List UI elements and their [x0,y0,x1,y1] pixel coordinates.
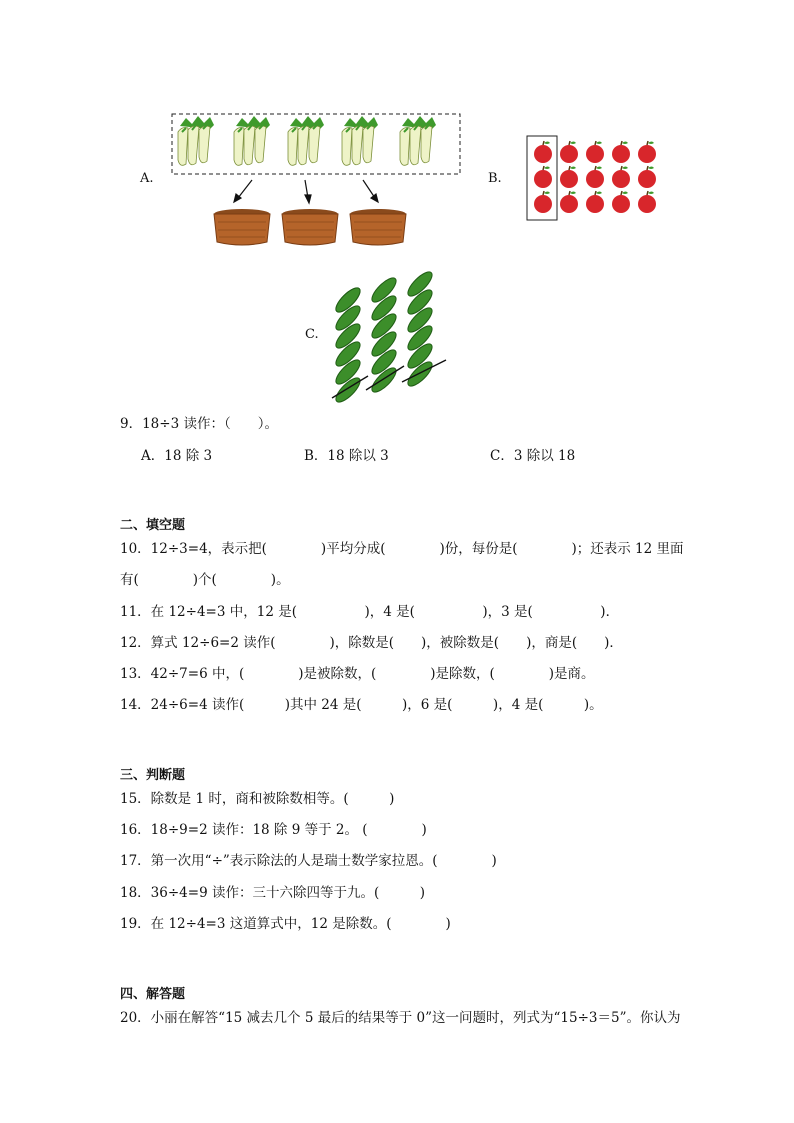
question-9-option-c: C．3 除以 18 [490,448,576,464]
radish-bunch-icon [234,116,270,165]
radish-bunch-icon [288,116,324,165]
apple-icon [586,191,604,213]
question-9-stem: 9．18÷3 读作：（ ）。 [120,416,278,432]
question-14: 14．24÷6=4 读作( )其中 24 是( )，6 是( )，4 是( )。 [120,697,603,713]
radish-bunch-icon [400,116,436,165]
figure-a-label: A. [140,171,154,186]
figure-b-apples-illustration [526,135,666,225]
figure-b-label: B. [488,171,502,186]
figure-c-cucumbers-illustration [328,272,450,404]
question-19: 19．在 12÷4=3 这道算式中，12 是除数。( ) [120,916,451,932]
question-9-option-b: B．18 除以 3 [304,448,389,464]
radish-bunch-icon [178,116,214,165]
apple-icon [638,191,656,213]
apple-icon [534,141,552,163]
apple-icon [534,166,552,188]
question-13: 13．42÷7=6 中，( )是被除数，( )是除数，( )是商。 [120,666,595,682]
apple-icon [612,191,630,213]
apple-icon [612,166,630,188]
basket-icon [350,209,406,245]
basket-icon [282,209,338,245]
radish-bunch-icon [342,116,378,165]
apple-icon [638,141,656,163]
question-10-line-2: 有( )个( )。 [120,572,290,588]
apple-icon [560,141,578,163]
question-16: 16．18÷9=2 读作：18 除 9 等于 2。 ( ) [120,822,427,838]
question-10-line-1: 10．12÷3=4，表示把( )平均分成( )份，每份是( )；还表示 12 里面 [120,541,684,557]
question-15: 15．除数是 1 时，商和被除数相等。( ) [120,791,395,807]
apple-icon [560,166,578,188]
question-12: 12．算式 12÷6=2 读作( )，除数是( )，被除数是( )，商是( )． [120,635,623,651]
apple-icon [534,191,552,213]
figure-a-radish-basket-illustration [170,110,465,255]
apple-icon [586,166,604,188]
question-18: 18．36÷4=9 读作：三十六除四等于九。( ) [120,885,425,901]
basket-icon [214,209,270,245]
apple-icon [638,166,656,188]
section-4-title: 四、解答题 [120,987,186,1002]
question-17: 17．第一次用“÷”表示除法的人是瑞士数学家拉恩。( ) [120,853,497,869]
question-20-line-1: 20．小丽在解答“15 减去几个 5 最后的结果等于 0”这一问题时，列式为“15÷3＝5”。你认为 [120,1010,681,1026]
section-2-title: 二、填空题 [120,518,186,533]
figure-c-label: C. [305,327,319,342]
apple-icon [612,141,630,163]
apple-icon [560,191,578,213]
question-11: 11．在 12÷4=3 中，12 是( )，4 是( )，3 是( )． [120,604,620,620]
section-3-title: 三、判断题 [120,768,186,783]
question-9-option-a: A．18 除 3 [141,448,213,464]
apple-icon [586,141,604,163]
